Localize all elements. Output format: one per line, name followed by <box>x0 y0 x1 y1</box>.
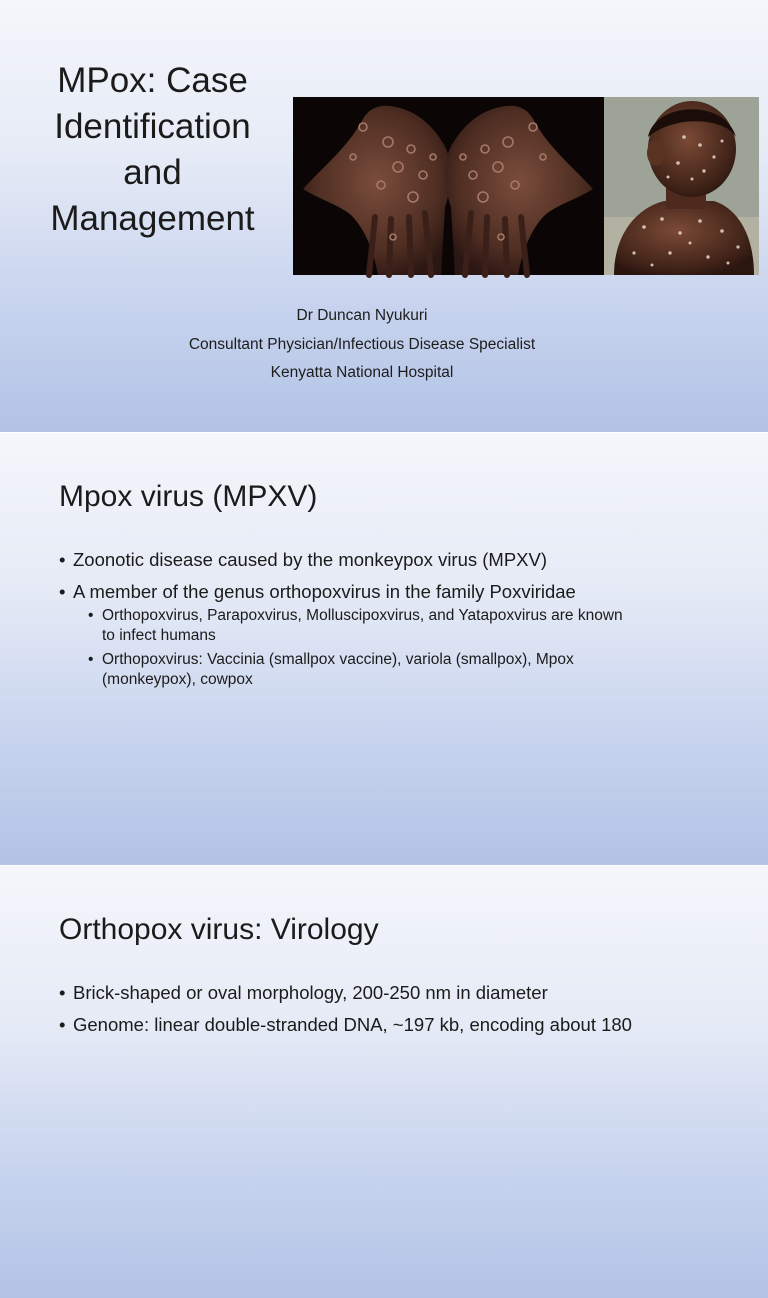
clinical-photo-panel <box>293 97 759 275</box>
bullet-text: Genome: linear double-stranded DNA, ~197 kb, encoding about 180 <box>73 1014 632 1035</box>
slide-heading: Mpox virus (MPXV) <box>59 480 318 513</box>
bullet-item <box>59 1013 709 1037</box>
sub-bullet-line: • Orthopoxvirus: Vaccinia (smallpox vaccine), variola (smallpox), Mpox <box>102 651 574 668</box>
slide-heading: Orthopox virus: Virology <box>59 913 379 946</box>
presenter-info <box>0 302 724 388</box>
title-line: Identification <box>54 107 251 146</box>
slide-mpox-virus <box>0 433 768 865</box>
title-line: Management <box>50 199 255 238</box>
presenter-institution: Kenyatta National Hospital <box>270 364 454 381</box>
presenter-role: Consultant Physician/Infectious Disease Specialist <box>188 335 536 353</box>
bullet-list <box>59 981 709 1045</box>
title-line: MPox: Case <box>57 61 248 100</box>
bullet-item <box>59 548 709 572</box>
bullet-text: Zoonotic disease caused by the monkeypox virus (MPXV) <box>73 549 548 570</box>
sub-bullet-line: (monkeypox), cowpox <box>102 671 253 688</box>
sub-bullet-item <box>88 650 709 690</box>
sub-bullet-list <box>73 606 709 690</box>
presenter-name: Dr Duncan Nyukuri <box>296 307 428 324</box>
title-line: and <box>123 153 182 192</box>
bullet-list <box>59 548 709 698</box>
slide-orthopox-virology <box>0 866 768 1298</box>
photo-child-lesions <box>604 97 759 275</box>
bullet-text: Brick-shaped or oval morphology, 200-250 nm in diameter <box>73 982 548 1003</box>
sub-bullet-line: • Orthopoxvirus, Parapoxvirus, Molluscipoxvirus, and Yatapoxvirus are known <box>102 607 623 624</box>
child-illustration <box>604 97 759 275</box>
sub-bullet-line: to infect humans <box>102 627 216 644</box>
photo-hands-lesions <box>293 97 604 275</box>
hands-illustration <box>293 97 604 275</box>
presentation-title <box>20 58 285 242</box>
sub-bullet-item <box>88 606 709 646</box>
bullet-text: A member of the genus orthopoxvirus in the family Poxviridae <box>73 581 576 602</box>
bullet-item <box>59 580 709 690</box>
bullet-item <box>59 981 709 1005</box>
slide-title <box>0 0 768 432</box>
